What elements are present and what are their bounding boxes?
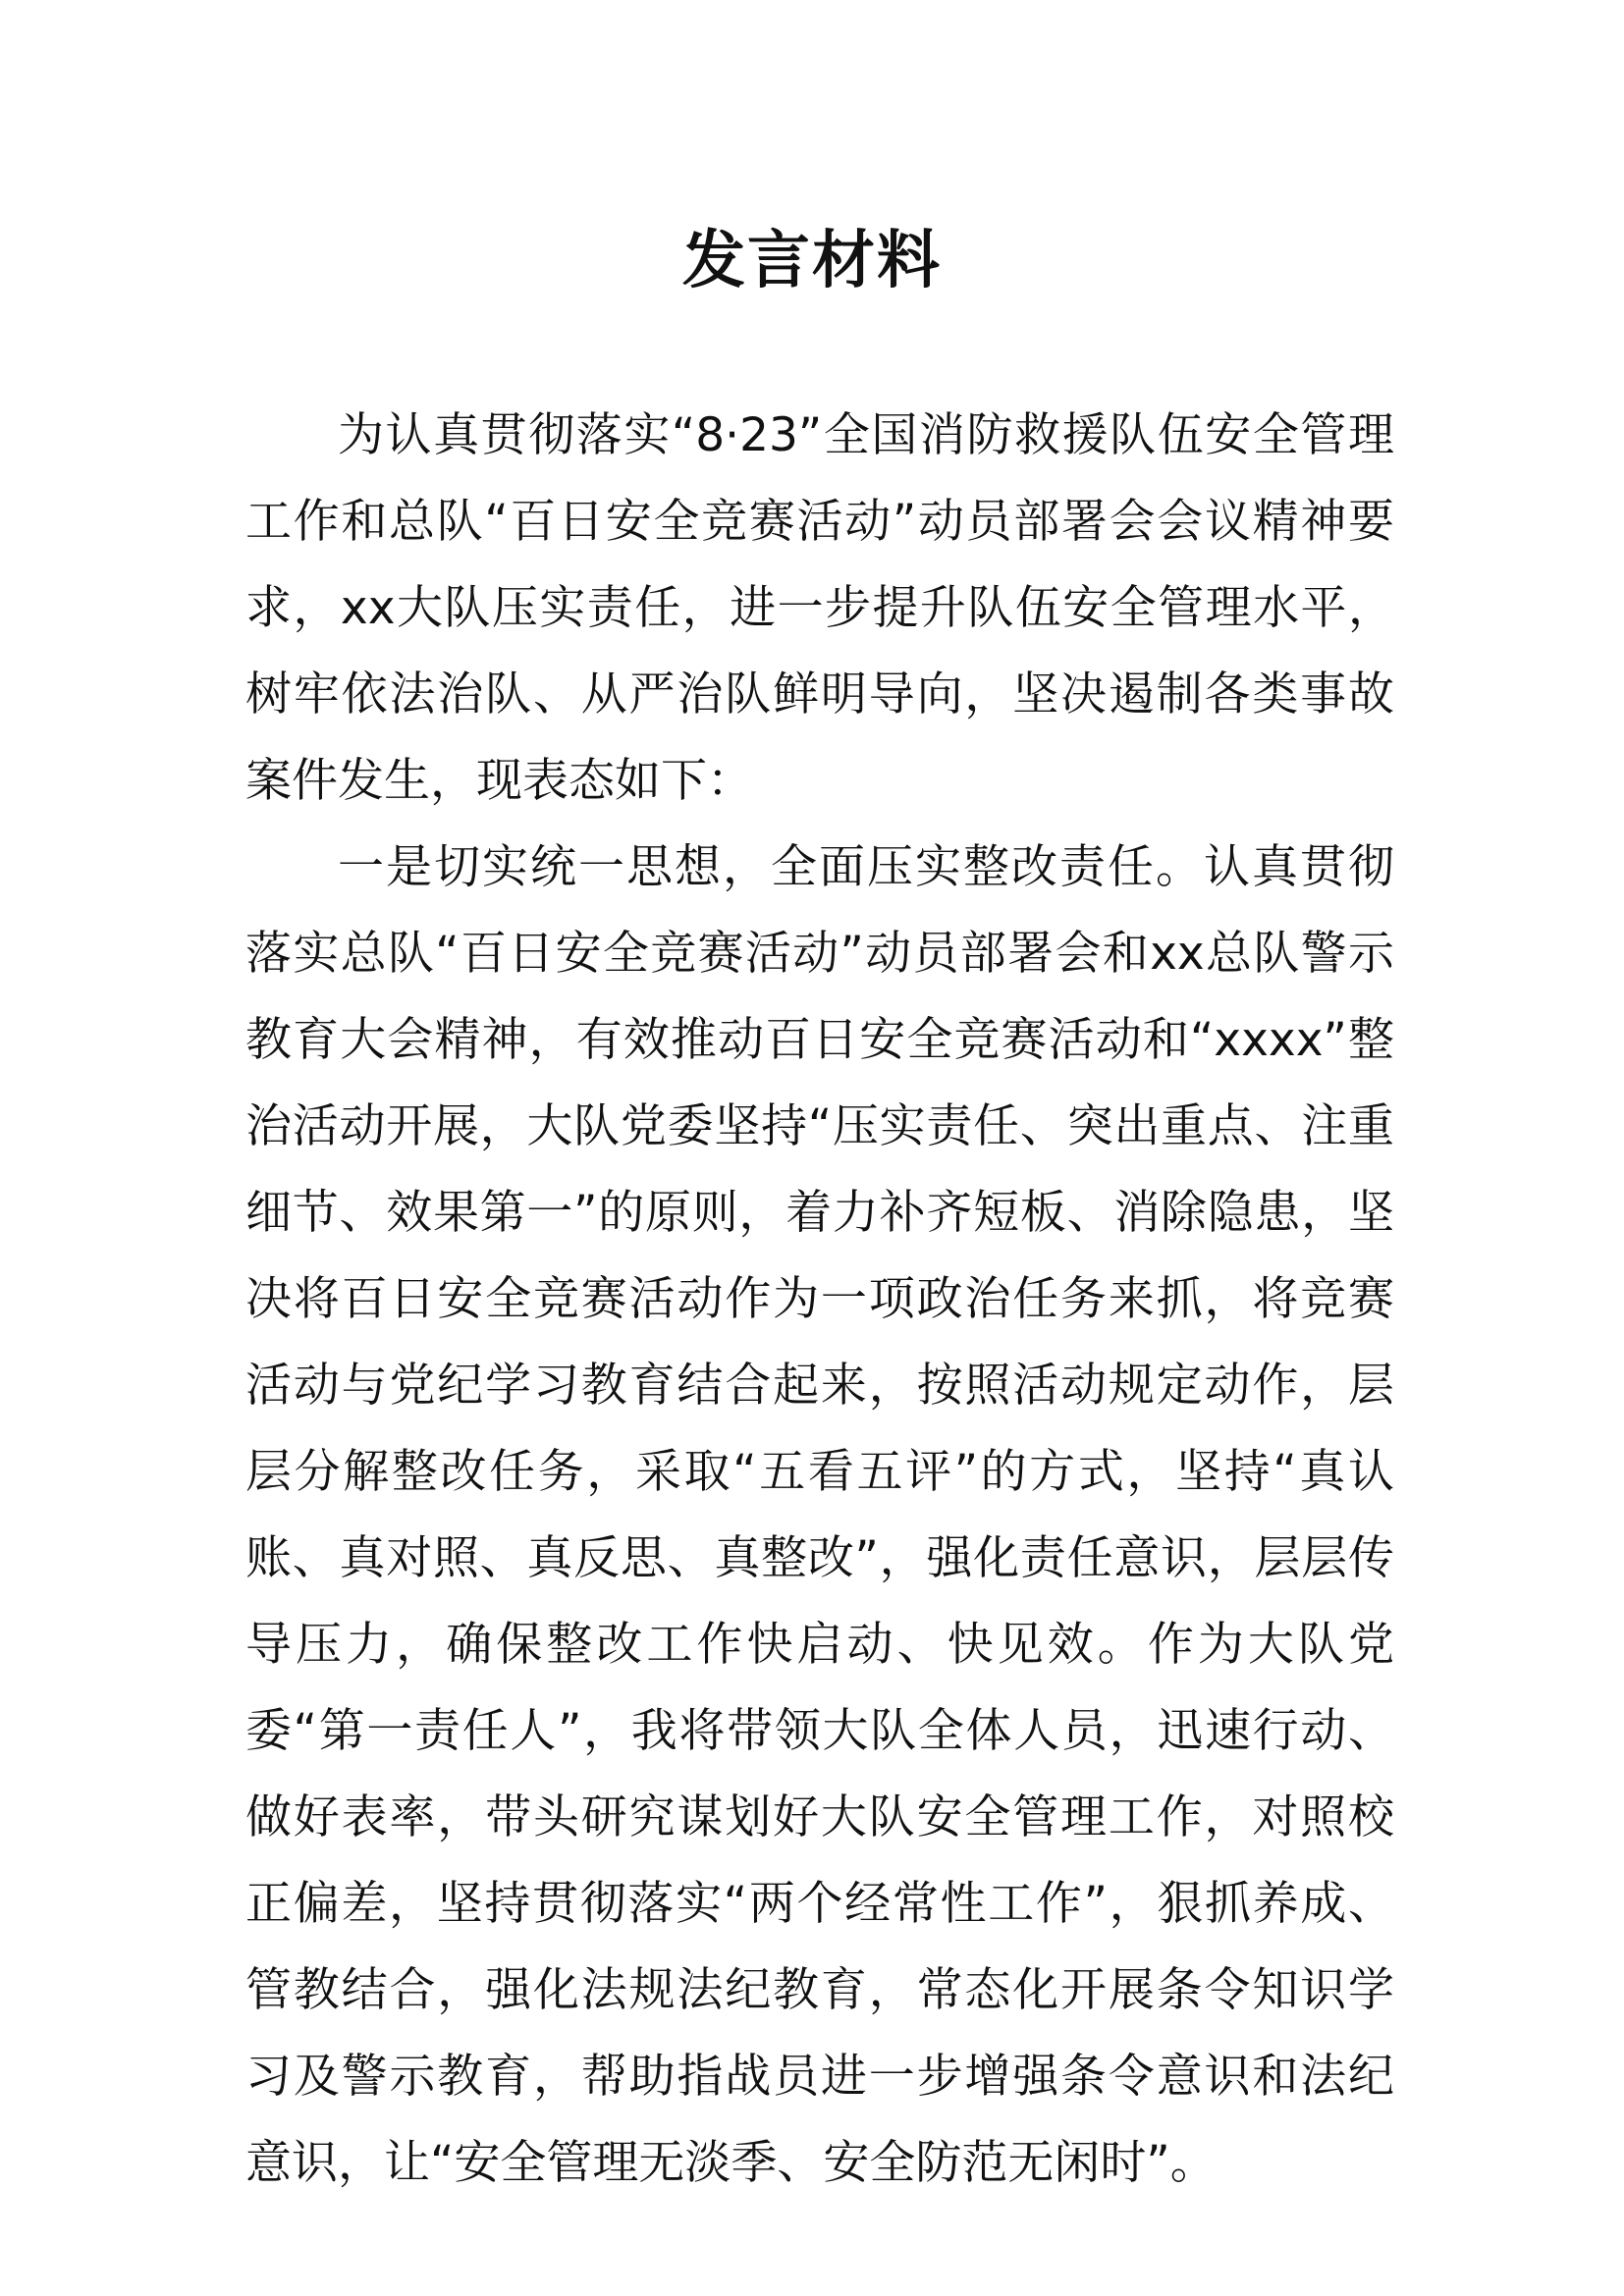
document-title: 发言材料: [682, 225, 942, 297]
paragraph-point-one: 一是切实统一思想，全面压实整改责任。认真贯彻落实总队“百日安全竞赛活动”动员部署会和xx总队警示教育大会精神，有效推动百日安全竞赛活动和“xxxx”整治活动开展，大队党委坚持“压实责任、突出重点、注重细节、效果第一”的原则，着力补齐短板、消除隐患，坚决将百日安全竞赛活动作为一项政治任务来抓，将竞赛活动与党纪学习教育结合起来，按照活动规定动作，层层分解整改任务，采取“五看五评”的方式，坚持“真认账、真对照、真反思、真整改”，强化责任意识，层层传导压力，确保整改工作快启动、快见效。作为大队党委“第一责任人”，我将带领大队全体人员，迅速行动、做好表率，带头研究谋划好大队安全管理工作，对照校正偏差，坚持贯彻落实“两个经常性工作”，狠抓养成、管教结合，强化法规法纪教育，常态化开展条令知识学习及警示教育，帮助指战员进一步增强条令意识和法纪意识，让“安全管理无淡季、安全防范无闲时”。: [245, 840, 1394, 2190]
document-body: [245, 393, 1394, 2207]
paragraph-intro: 为认真贯彻落实“8·23”全国消防救援队伍安全管理工作和总队“百日安全竞赛活动”动员部署会会议精神要求，xx大队压实责任，进一步提升队伍安全管理水平，树牢依法治队、从严治队鲜明导向，坚决遏制各类事故案件发生，现表态如下：: [245, 408, 1394, 808]
